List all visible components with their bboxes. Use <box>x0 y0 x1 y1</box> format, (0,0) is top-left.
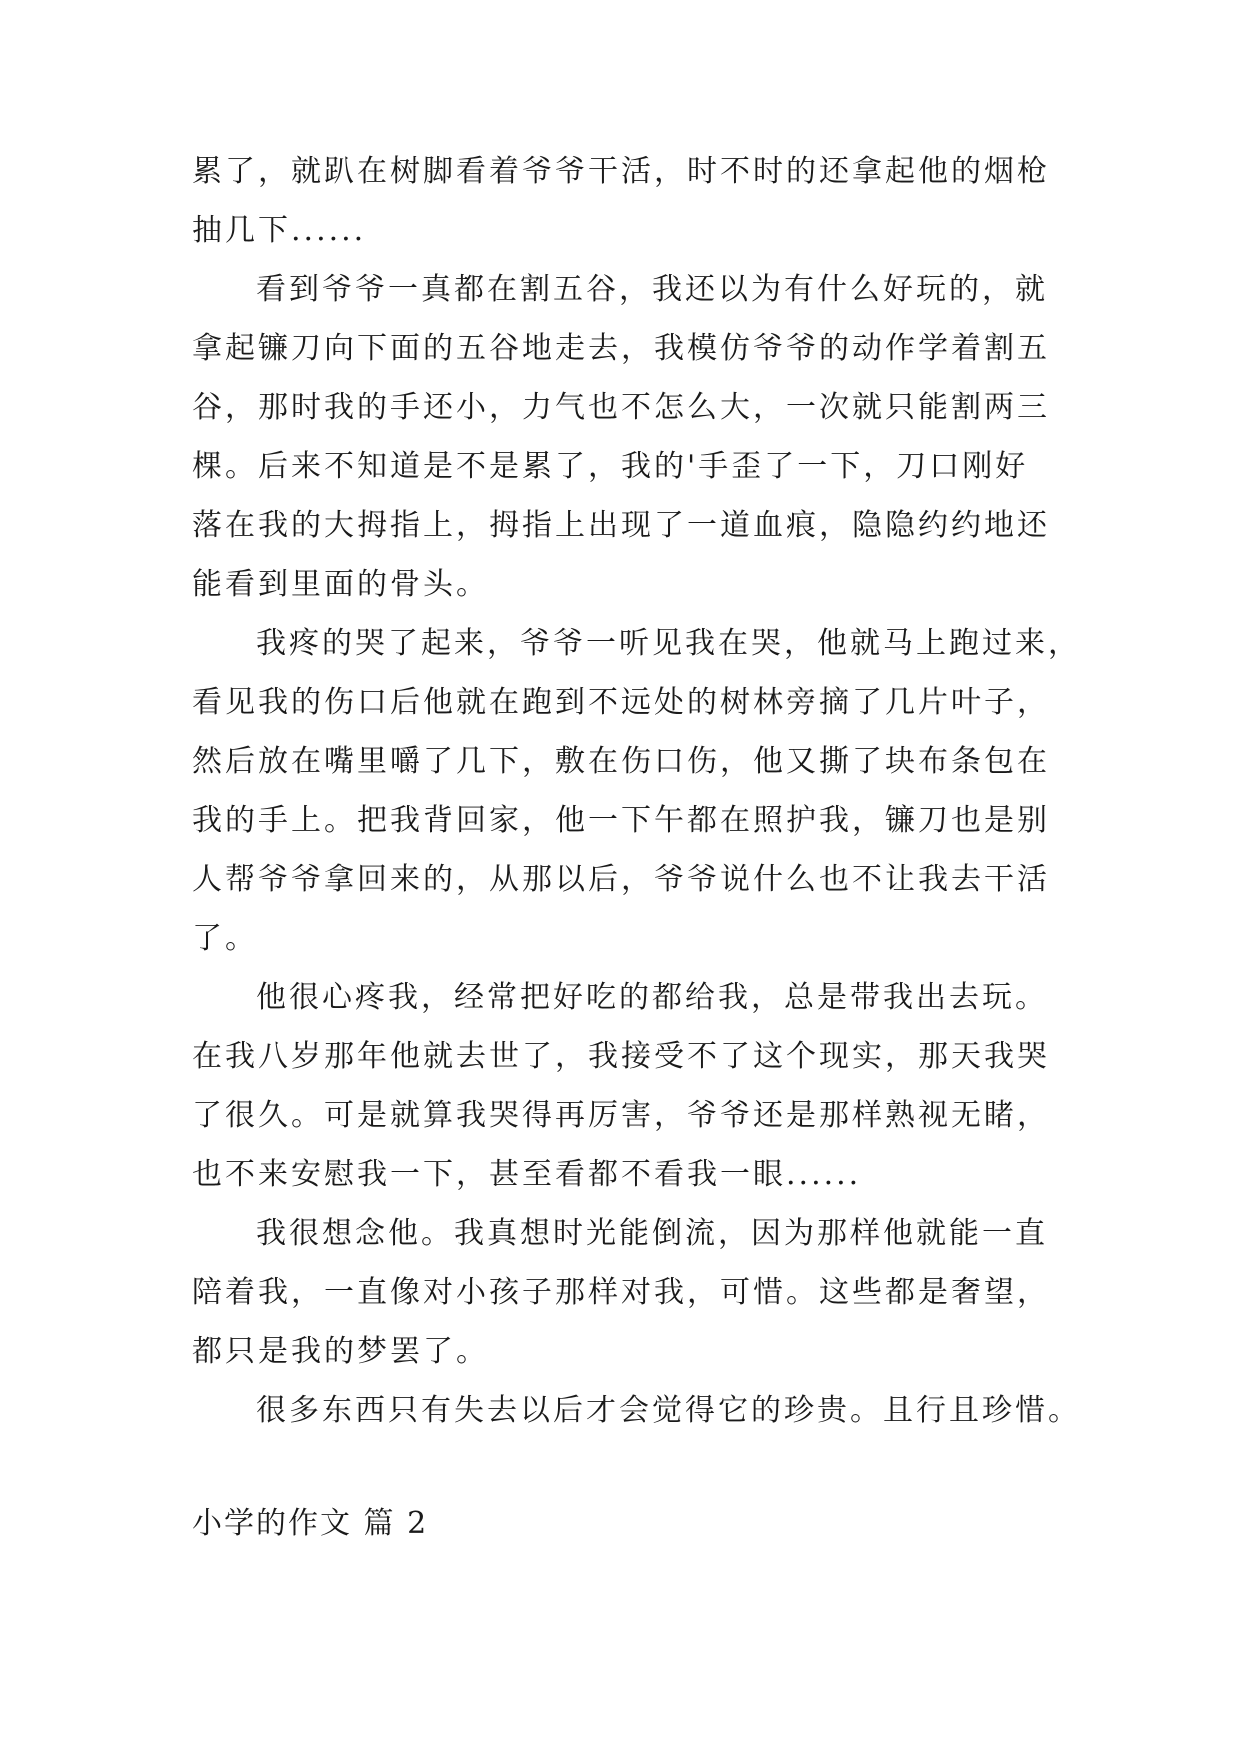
text-line: 然后放在嘴里嚼了几下，敷在伤口伤，他又撕了块布条包在 <box>192 744 1050 779</box>
text-line: 落在我的大拇指上，拇指上出现了一道血痕，隐隐约约地还 <box>192 508 1050 543</box>
text-line: 陪着我，一直像对小孩子那样对我，可惜。这些都是奢望， <box>192 1275 1050 1310</box>
text-line: 在我八岁那年他就去世了，我接受不了这个现实，那天我哭 <box>192 1039 1050 1074</box>
text-line: 看见我的伤口后他就在跑到不远处的树林旁摘了几片叶子， <box>192 685 1050 720</box>
text-line: 我疼的哭了起来，爷爷一听见我在哭，他就马上跑过来， <box>256 626 1081 661</box>
text-line: 抽几下...... <box>192 213 367 248</box>
text-line: 很多东西只有失去以后才会觉得它的珍贵。且行且珍惜。 <box>256 1393 1081 1428</box>
text-line: 拿起镰刀向下面的五谷地走去，我模仿爷爷的动作学着割五 <box>192 331 1050 366</box>
text-line: 他很心疼我，经常把好吃的都给我，总是带我出去玩。 <box>256 980 1048 1015</box>
text-line: 谷，那时我的手还小，力气也不怎么大，一次就只能割两三 <box>192 390 1050 425</box>
text-line: 累了，就趴在树脚看着爷爷干活，时不时的还拿起他的烟枪 <box>192 154 1050 189</box>
text-line: 了。 <box>192 921 258 956</box>
text-line: 人帮爷爷拿回来的，从那以后，爷爷说什么也不让我去干活 <box>192 862 1050 897</box>
text-line: 了很久。可是就算我哭得再厉害，爷爷还是那样熟视无睹， <box>192 1098 1050 1133</box>
text-line: 都只是我的梦罢了。 <box>192 1334 489 1369</box>
text-line: 棵。后来不知道是不是累了，我的'手歪了一下，刀口刚好 <box>192 449 1029 484</box>
text-line: 能看到里面的骨头。 <box>192 567 489 602</box>
section-title: 小学的作文 篇 2 <box>192 1506 429 1541</box>
text-line: 看到爷爷一真都在割五谷，我还以为有什么好玩的，就 <box>256 272 1048 307</box>
text-line: 也不来安慰我一下，甚至看都不看我一眼...... <box>192 1157 862 1192</box>
text-line: 我很想念他。我真想时光能倒流，因为那样他就能一直 <box>256 1216 1048 1251</box>
text-line: 我的手上。把我背回家，他一下午都在照护我，镰刀也是别 <box>192 803 1050 838</box>
